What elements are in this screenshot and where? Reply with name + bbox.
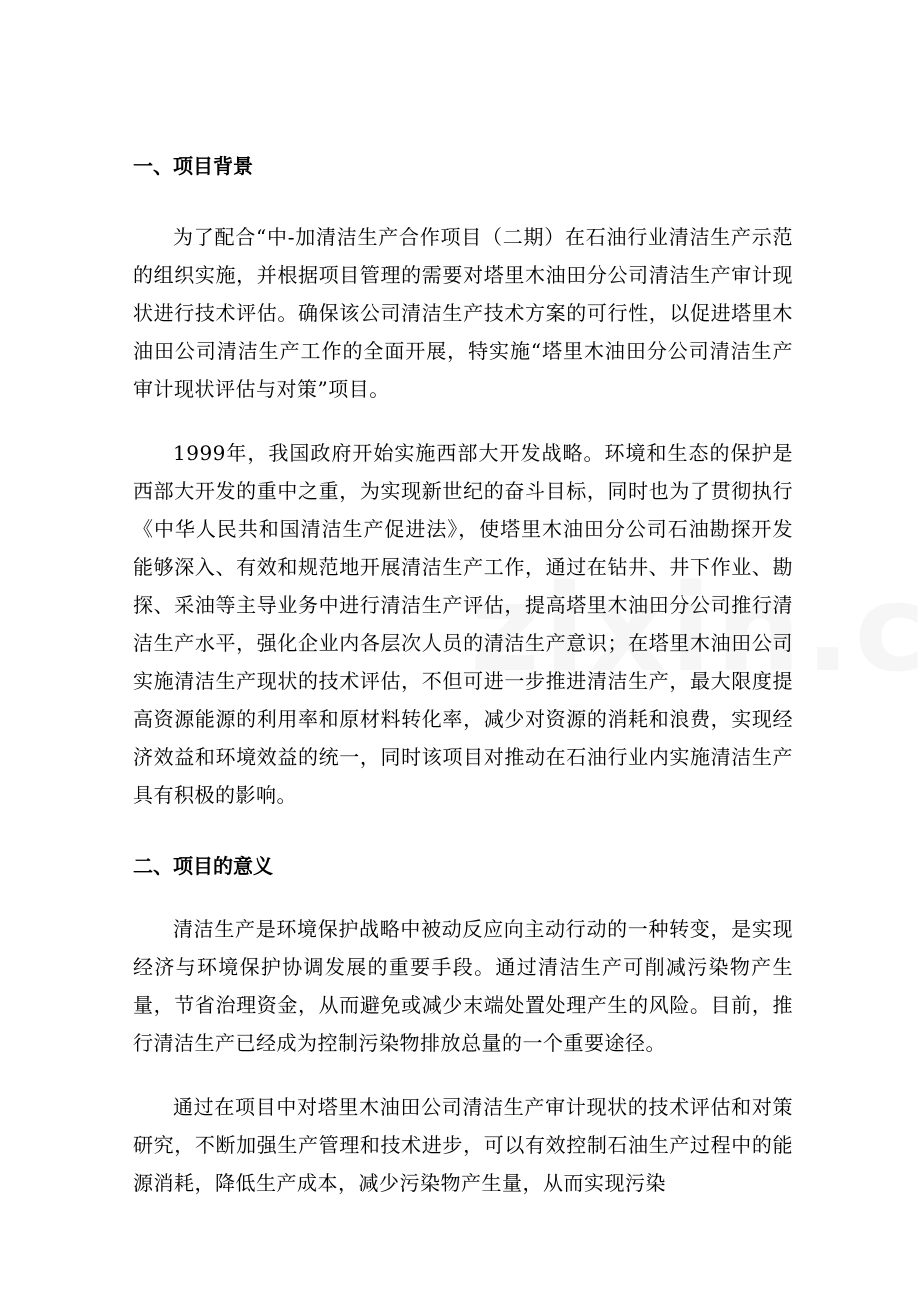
paragraph: 1999年，我国政府开始实施西部大开发战略。环境和生态的保护是西部大开发的重中之重，为实现新世纪的奋斗目标，同时也为了贯彻执行《中华人民共和国清洁生产促进法》，使塔里木油田分公司石油勘探开发能够深入、有效和规范地开展清洁生产工作，通过在钻井、井下作业、勘探、采油等主导业务中进行清洁生产评估，提高塔里木油田分公司推行清洁生产水平，强化企业内各层次人员的清洁生产意识；在塔里木油田公司实施清洁生产现状的技术评估，不但可进一步推进清洁生产，最大限度提高资源能源的利用率和原材料转化率，减少对资源的消耗和浪费，实现经济效益和环境效益的统一，同时该项目对推动在石油行业内实施清洁生产具有积极的影响。 — [133, 441, 793, 807]
paragraph: 为了配合“中-加清洁生产合作项目（二期）在石油行业清洁生产示范的组织实施，并根据项目管理的需要对塔里木油田分公司清洁生产审计现状进行技术评估。确保该公司清洁生产技术方案的可行性，以促进塔里木油田公司清洁生产工作的全面开展，特实施“塔里木油田分公司清洁生产审计现状评估与对策”项目。 — [133, 225, 793, 401]
paragraph: 清洁生产是环境保护战略中被动反应向主动行动的一种转变，是实现经济与环境保护协调发展的重要手段。通过清洁生产可削减污染物产生量，节省治理资金，从而避免或减少末端处置处理产生的风险。目前，推行清洁生产已经成为控制污染物排放总量的一个重要途径。 — [133, 917, 793, 1055]
document-body — [133, 140, 793, 1228]
section-heading-background: 一、项目背景 — [133, 154, 253, 178]
paragraph: 通过在项目中对塔里木油田公司清洁生产审计现状的技术评估和对策研究，不断加强生产管理和技术进步，可以有效控制石油生产过程中的能源消耗，降低生产成本，减少污染物产生量，从而实现污染 — [133, 1095, 793, 1195]
section-heading-significance: 二、项目的意义 — [133, 854, 273, 878]
